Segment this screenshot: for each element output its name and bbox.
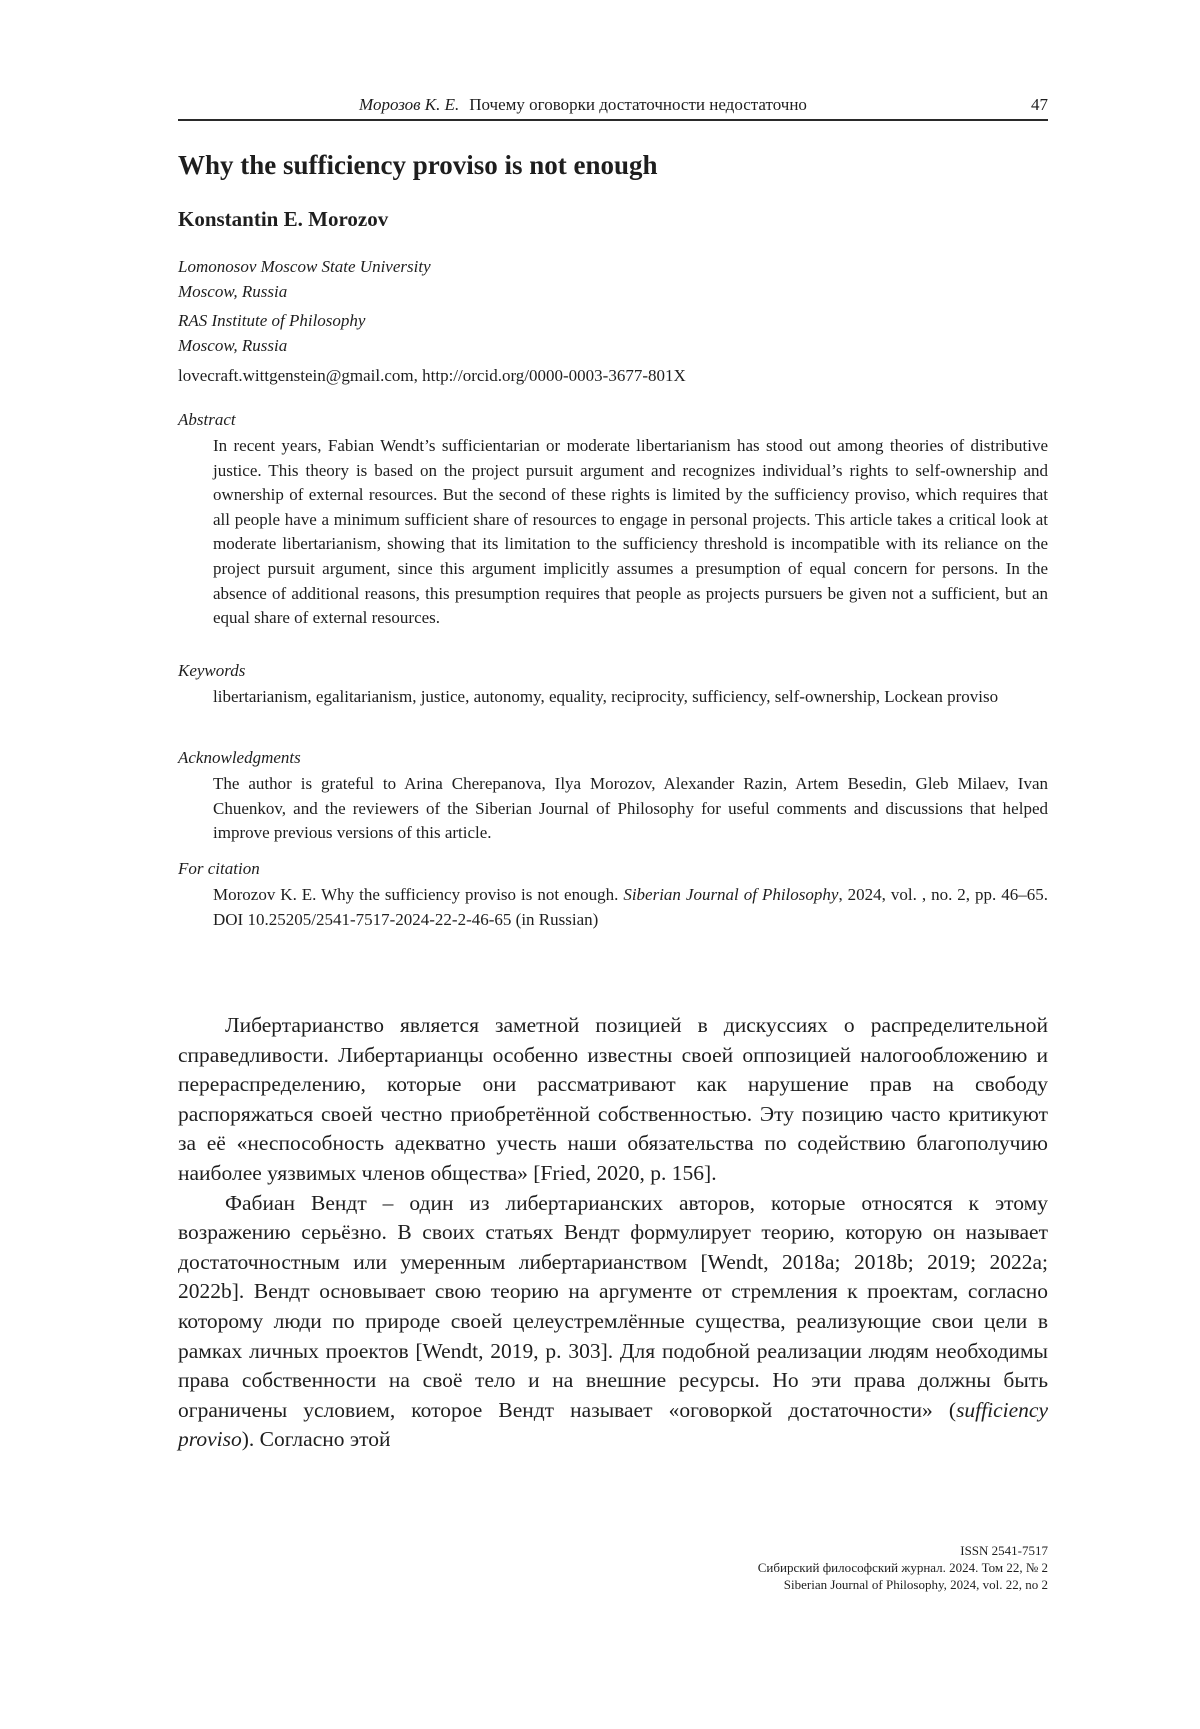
affiliation-institution: RAS Institute of Philosophy <box>178 311 366 330</box>
body-paragraph-2-italic: sufficiency proviso <box>178 1397 1048 1452</box>
footer-issn: ISSN 2541-7517 <box>960 1543 1048 1558</box>
running-article-title: Почему оговорки достаточности недостаточно <box>469 95 807 114</box>
author-contact: lovecraft.wittgenstein@gmail.com, http://orcid.org/0000-0003-3677-801X <box>178 366 686 385</box>
running-author: Морозов К. Е. <box>359 95 460 114</box>
abstract-label: Abstract <box>178 410 236 429</box>
footer-journal-ru: Сибирский философский журнал. 2024. Том 22, № 2 <box>757 1560 1048 1575</box>
affiliation-1 <box>178 254 431 304</box>
footer-journal-en: Siberian Journal of Philosophy, 2024, vol. 22, no 2 <box>783 1577 1048 1592</box>
body-paragraph-2 <box>178 1189 1048 1455</box>
affiliation-2 <box>178 308 365 358</box>
article-body <box>178 1011 1048 1455</box>
body-paragraph-2-end: ). Согласно этой <box>241 1427 391 1452</box>
citation-journal: Siberian Journal of Philosophy <box>623 885 839 904</box>
affiliation-institution: Lomonosov Moscow State University <box>178 257 431 276</box>
body-paragraph-2-text: Фабиан Вендт – один из либертарианских авторов, которые относятся к этому возражению серьёзно. В своих статьях Вендт формулирует теорию, которую он называет достаточностным или умеренным либертарианством [Wendt, 2018a; 2018b; 2019; 2022a; 2022b]. Вендт основывает свою теорию на аргументе от стремления к проектам, согласно которому люди по природе своей целеустремлённые существа, реализующие свои цели в рамках личных проектов [Wendt, 2019, p. 303]. Для подобной реализации людям необходимы права собственности на своё тело и на внешние ресурсы. Но эти права должны быть ограничены условием, которое Вендт называет «оговоркой достаточности» ( <box>178 1190 1048 1422</box>
abstract-text: In recent years, Fabian Wendt’s sufficientarian or moderate libertarianism has stood out among theories of distributive justice. This theory is based on the project pursuit argument and recognizes individual’s rights to self-ownership and ownership of external resources. But the second of these rights is limited by the sufficiency proviso, which requires that all people have a minimum sufficient share of resources to engage in personal projects. This article takes a critical look at moderate libertarianism, showing that its limitation to the sufficiency threshold is incompatible with its reliance on the project pursuit argument, since this argument implicitly assumes a presumption of equal concern for persons. In the absence of additional reasons, this presumption requires that people as projects pursuers be given not a sufficient, but an equal share of external resources. <box>213 436 1048 628</box>
affiliation-city: Moscow, Russia <box>178 282 288 301</box>
body-paragraph-1: Либертарианство является заметной позицией в дискуссиях о распределительной справедливости. Либертарианцы особенно известны своей оппозицией налогообложению и перераспределению, которые они рассматривают как нарушение прав на свободу распоряжаться своей честно приобретённой собственностью. Эту позицию часто критикуют за её «неспособность адекватно учесть наши обязательства по содействию благополучию наиболее уязвимых членов общества» [Fried, 2020, p. 156]. <box>178 1013 1048 1185</box>
citation-text <box>213 883 1048 932</box>
affiliation-city: Moscow, Russia <box>178 336 288 355</box>
citation-text-before: Morozov K. E. Why the sufficiency proviso is not enough. <box>213 885 624 904</box>
page-number: 47 <box>1031 95 1048 114</box>
running-title <box>178 95 988 115</box>
keywords-label: Keywords <box>178 661 246 680</box>
acknowledgments-label: Acknowledgments <box>178 748 301 767</box>
author-name: Konstantin E. Morozov <box>178 207 389 231</box>
page-footer <box>758 1542 1048 1593</box>
article-title: Why the sufficiency proviso is not enough <box>178 150 658 180</box>
running-header <box>178 93 1048 121</box>
citation-label: For citation <box>178 859 260 878</box>
acknowledgments-text: The author is grateful to Arina Cherepanova, Ilya Morozov, Alexander Razin, Artem Besedin, Gleb Milaev, Ivan Chuenkov, and the reviewers of the Siberian Journal of Philosophy for useful comments and discussions that helped improve previous versions of this article. <box>213 774 1048 843</box>
keywords-text: libertarianism, egalitarianism, justice, autonomy, equality, reciprocity, sufficiency, self-ownership, Lockean proviso <box>213 687 999 706</box>
citation-text-after: , 2024, vol. , no. 2, pp. 46–65. DOI 10.25205/2541-7517-2024-22-2-46-65 (in Russian) <box>213 885 1048 929</box>
